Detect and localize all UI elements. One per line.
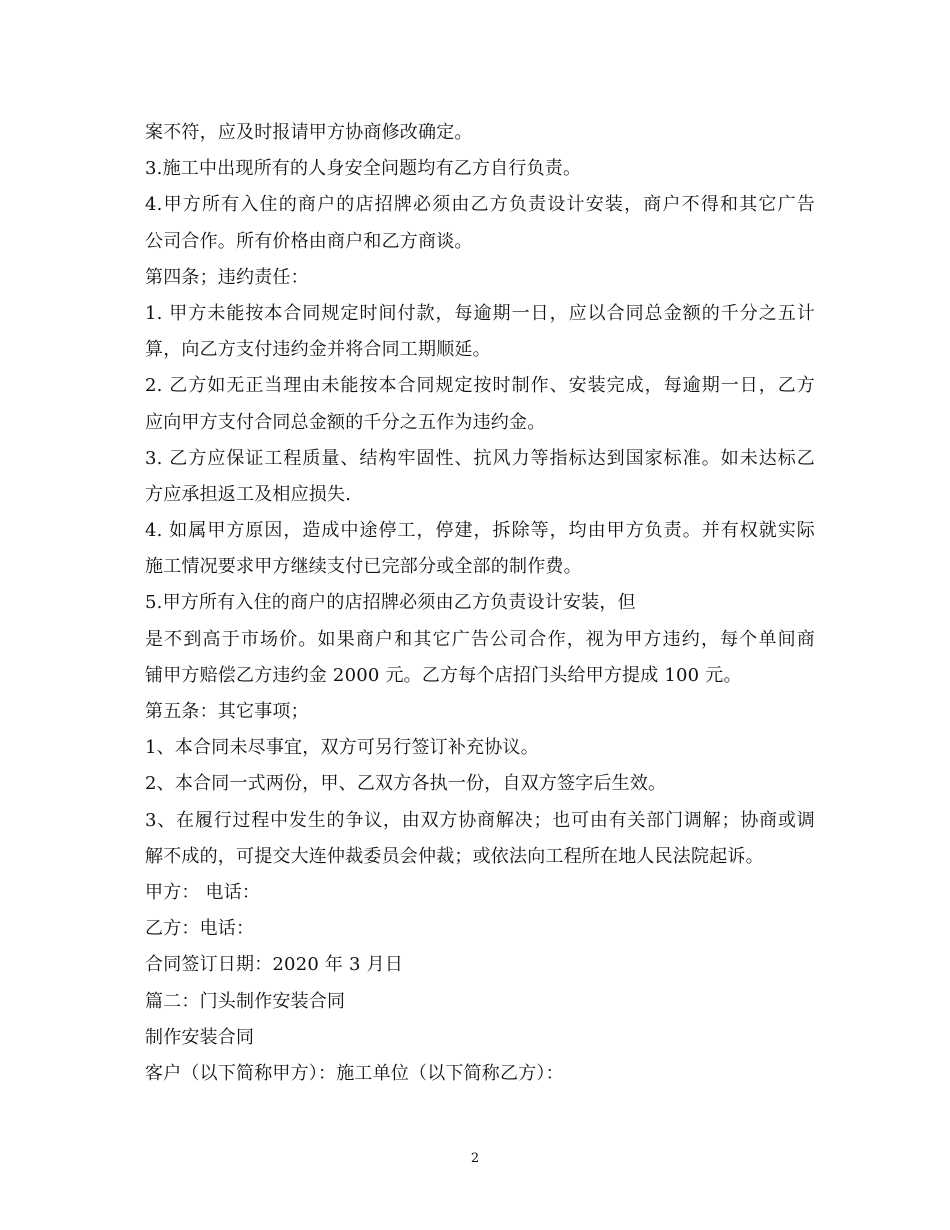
section-heading: 第五条：其它事项； — [145, 701, 309, 722]
contract-date-line: 合同签订日期：2020 年 3 月日 — [145, 954, 404, 976]
text-line: 铺甲方赔偿乙方违约金 2000 元。乙方每个店招门头给甲方提成 100 元。 — [145, 664, 742, 686]
text-line: 3. 乙方应保证工程质量、结构牢固性、抗风力等指标达到国家标准。如未达标乙 — [145, 447, 815, 469]
document-body — [145, 115, 815, 1092]
text-line: 2、本合同一式两份，甲、乙双方各执一份，自双方签字后生效。 — [145, 773, 667, 795]
text-line: 方应承担返工及相应损失. — [145, 483, 352, 505]
text-line: 3.施工中出现所有的人身安全问题均有乙方自行负责。 — [145, 158, 582, 180]
text-line: 应向甲方支付合同总金额的千分之五作为违约金。 — [145, 411, 546, 433]
text-line: 客户（以下简称甲方）：施工单位（以下简称乙方）： — [145, 1062, 564, 1084]
text-line: 5.甲方所有入住的商户的店招牌必须由乙方负责设计安装，但 — [145, 592, 636, 614]
text-line: 施工情况要求甲方继续支付已完部分或全部的制作费。 — [145, 556, 582, 578]
page-number: 2 — [470, 1151, 480, 1166]
text-line: 1. 甲方未能按本合同规定时间付款，每逾期一日，应以合同总金额的千分之五计 — [145, 302, 815, 324]
text-line: 4.甲方所有入住的商户的店招牌必须由乙方负责设计安装，商户不得和其它广告 — [145, 194, 815, 216]
chapter-heading: 篇二：门头制作安装合同 — [145, 990, 346, 1012]
text-line: 是不到高于市场价。如果商户和其它广告公司合作，视为甲方违约，每个单间商 — [145, 628, 815, 650]
text-line: 公司合作。所有价格由商户和乙方商谈。 — [145, 230, 473, 252]
text-line: 解不成的，可提交大连仲裁委员会仲裁；或依法向工程所在地人民法院起诉。 — [145, 845, 764, 867]
text-line: 案不符，应及时报请甲方协商修改确定。 — [145, 122, 473, 143]
section-heading: 第四条；违约责任： — [145, 266, 309, 288]
text-line: 1、本合同未尽事宜，双方可另行签订补充协议。 — [145, 737, 539, 759]
signature-line-party-b: 乙方：电话： — [145, 918, 255, 940]
text-line: 2. 乙方如无正当理由未能按本合同规定按时制作、安装完成，每逾期一日，乙方 — [145, 375, 815, 397]
contract-title: 制作安装合同 — [145, 1026, 255, 1048]
text-line: 4. 如属甲方原因，造成中途停工，停建，拆除等，均由甲方负责。并有权就实际 — [145, 520, 815, 542]
text-line: 算，向乙方支付违约金并将合同工期顺延。 — [145, 339, 491, 361]
signature-line-party-a: 甲方： 电话： — [145, 881, 261, 903]
text-line: 3、在履行过程中发生的争议，由双方协商解决；也可由有关部门调解；协商或调 — [145, 809, 815, 831]
